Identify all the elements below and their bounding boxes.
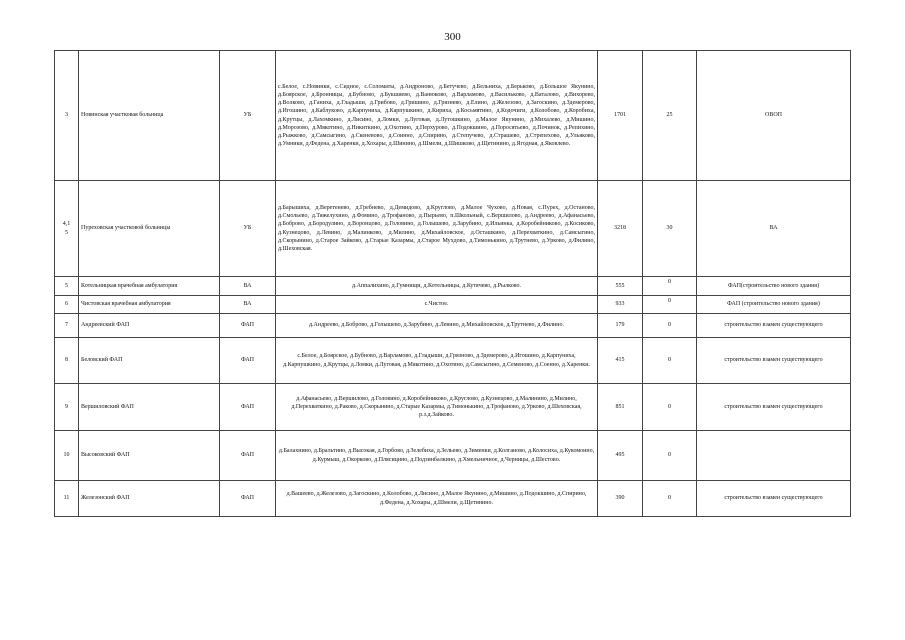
row-number: 3 (55, 51, 79, 181)
development-plan: ВА (697, 181, 851, 277)
row-number: 10 (55, 431, 79, 481)
served-settlements: с.Чистое. (276, 296, 598, 314)
page-number: 300 (444, 31, 461, 43)
served-settlements: д.Барышиха, д.Веретенево, д.Гребнево, д.Демидово, д.Круглово, д.Малое Чухово, д.Новая, с.Пурех, д.Останово, д.Смольево, д.Тяжелухино, д.Фомино, д.Трофаново, д.Пырьево, п.Школьный, с.Вершилово, д.Андреево, д.Афанасьево, д.Боброво, д.Бородулино, д.Воронцово, д.Головино, д.Голышево, д.Зарубино, д.Ильинка, д.Коробейниково, д.Косиково, д.Кузнецово, д.Левино, д.Малинково, д.Милино, д.Михайловское, д.Осташкино, д.Перехваткино, д.Самсыгино, д.Скорынино, д.Старое Зайково, д.Старые Казармы, д.Старое Мухдово, д.Тимонькино, д.Трутнево, д.Урково, д.Филино, д.Шеховская. (276, 181, 598, 277)
beds-count: 25 (643, 51, 697, 181)
table-row (55, 314, 851, 338)
population-count: 1701 (598, 51, 643, 181)
facility-type: УБ (220, 181, 276, 277)
table-row (55, 481, 851, 517)
facility-name: Высоковский ФАП (79, 431, 220, 481)
development-plan: ФАП(строительство нового здания) (697, 277, 851, 296)
population-count: 390 (598, 481, 643, 517)
development-plan: строительство взамен существующего (697, 338, 851, 384)
beds-count: 0 (643, 296, 697, 314)
facility-type: ФАП (220, 338, 276, 384)
population-count: 415 (598, 338, 643, 384)
row-number: 6 (55, 296, 79, 314)
table-row (55, 181, 851, 277)
row-number: 4,1 5 (55, 181, 79, 277)
beds-count: 0 (643, 338, 697, 384)
beds-count: 0 (643, 481, 697, 517)
facility-type: ВА (220, 296, 276, 314)
facility-type: ФАП (220, 431, 276, 481)
facility-type: УБ (220, 51, 276, 181)
beds-count: 0 (643, 314, 697, 338)
table-row (55, 51, 851, 181)
population-count: 851 (598, 384, 643, 431)
served-settlements: с.Белое, д.Боярское, д.Бубново, д.Варламово, д.Гладыши, д.Грязново, д.Здемерово, д.Игошино, д.Карпуниха, д.Карпушкино, д.Крутцы, д.Ломки, д.Луговая, д.Мякотино, д.Охотино, д.Самсыгино, д.Семеново, д.Соенно, д.Харенки. (276, 338, 598, 384)
facility-name: Беловский ФАП (79, 338, 220, 384)
table-row (55, 384, 851, 431)
facility-type: ФАП (220, 314, 276, 338)
facility-name: Пуреховская участковой больницы (79, 181, 220, 277)
facility-type: ФАП (220, 384, 276, 431)
population-count: 3218 (598, 181, 643, 277)
facility-type: ФАП (220, 481, 276, 517)
beds-count: 0 (643, 277, 697, 296)
facility-name: Андреевский ФАП (79, 314, 220, 338)
served-settlements: д.Вашеево, д.Железово, д.Загоскино, д.Колобово, д.Лисино, д.Малое Якунино, д.Мишино, д.Подокшино, д.Спирино, д.Федена, д.Хохары, д.Шмели, д.Щетинино. (276, 481, 598, 517)
facility-name: Котельницкая врачебная амбулатория (79, 277, 220, 296)
table-row (55, 296, 851, 314)
row-number: 9 (55, 384, 79, 431)
population-count: 495 (598, 431, 643, 481)
population-count: 933 (598, 296, 643, 314)
development-plan (697, 431, 851, 481)
development-plan: строительство взамен существующего (697, 481, 851, 517)
served-settlements: с.Белое, с.Новинки, с.Сидное, с.Соломаты, д.Андроново, д.Бетучево, д.Бельниха, д.Берьково, д.Большое Якунино, д.Боярское, д.Бронницы, д.Бубново, д.Букшиево, д.Ванюково, д.Варламово, д.Васильково, д.Ваталово, д.Вихорево, д.Волково, д.Ганиха, д.Гладыши, д.Грибово, д.Гришино, д.Грязнево, д.Елино, д.Железово, д.Загоскино, д.Здемерово, д.Игошино, д.Каблуково, д.Карпуниха, д.Карпушкино, д.Кириха, д.Косьмятино, д.Кодочиги, д.Колобово, д.Коробиха, д.Крутцы, д.Лахомкино, д.Лисино, д.Ломки, д.Луговая, д.Лутошкино, д.Малое Якунино, д.Михалево, д.Мишино, д.Морозово, д.Мякотино, д.Никиткино, д.Охотино, д.Перхурово, д.Подокшино, д.Поросятьево, д.Починок, д.Репихино, д.Рыжково, д.Самсыгино, д.Скеневово, д.Соинно, д.Спирино, д.Степучево, д.Страшево, д.Стрепехово, д.Ульяково, д.Умники, д.Федена, д.Харенки, д.Хохары, д.Шинино, д.Шмели, д.Шишково, д.Щетинино, д.Ягодная, д.Яковлево. (276, 51, 598, 181)
row-number: 5 (55, 277, 79, 296)
row-number: 8 (55, 338, 79, 384)
facility-name: Вершиловский ФАП (79, 384, 220, 431)
development-plan: ФАП (строительство нового здания) (697, 296, 851, 314)
development-plan: строительство взамен существующего (697, 384, 851, 431)
population-count: 179 (598, 314, 643, 338)
served-settlements: д.Аппалихино, д.Гумнищи, д.Котельницы, д.Кутячево, д.Рылково. (276, 277, 598, 296)
facility-name: Железонский ФАП (79, 481, 220, 517)
beds-count: 0 (643, 431, 697, 481)
table-row (55, 338, 851, 384)
table-row (55, 277, 851, 296)
beds-count: 0 (643, 384, 697, 431)
population-count: 555 (598, 277, 643, 296)
row-number: 7 (55, 314, 79, 338)
served-settlements: д.Андреево, д.Боброво, д.Голышево, д.Зарубино, д.Левино, д.Михайловское, д.Трутнево, д.Филино. (276, 314, 598, 338)
facility-type: ВА (220, 277, 276, 296)
served-settlements: д.Балахнино, д.Бральтино, д.Высокая, д.Горбово, д.Зелебиха, д.Зельево, д.Зименки, д.Колганово, д.Колосиха, д.Кукомоино, д.Курмыш, д.Окорково, д.Плясицино, д.Подзинбалкино, д.Хмельничное, д.Черницы, д.Шестово. (276, 431, 598, 481)
served-settlements: д.Афанасьево, д.Вершилово, д.Головино, д.Коробейниково, д.Круглово, д.Кузнецово, д.Малинино, д.Милино, д.Перехваткино, д.Раково, д.Скорынино, д.Старые Казармы, д.Тимонькино, д.Трофаново, д.Урково, д.Шеховская, р.з.д.Зайково. (276, 384, 598, 431)
row-number: 11 (55, 481, 79, 517)
facilities-table (54, 50, 851, 517)
facility-name: Чистовская врачебная амбулатория (79, 296, 220, 314)
development-plan: строительство взамен существующего (697, 314, 851, 338)
development-plan: ОВОП (697, 51, 851, 181)
table-row (55, 431, 851, 481)
beds-count: 30 (643, 181, 697, 277)
facility-name: Новинская участковая больница (79, 51, 220, 181)
